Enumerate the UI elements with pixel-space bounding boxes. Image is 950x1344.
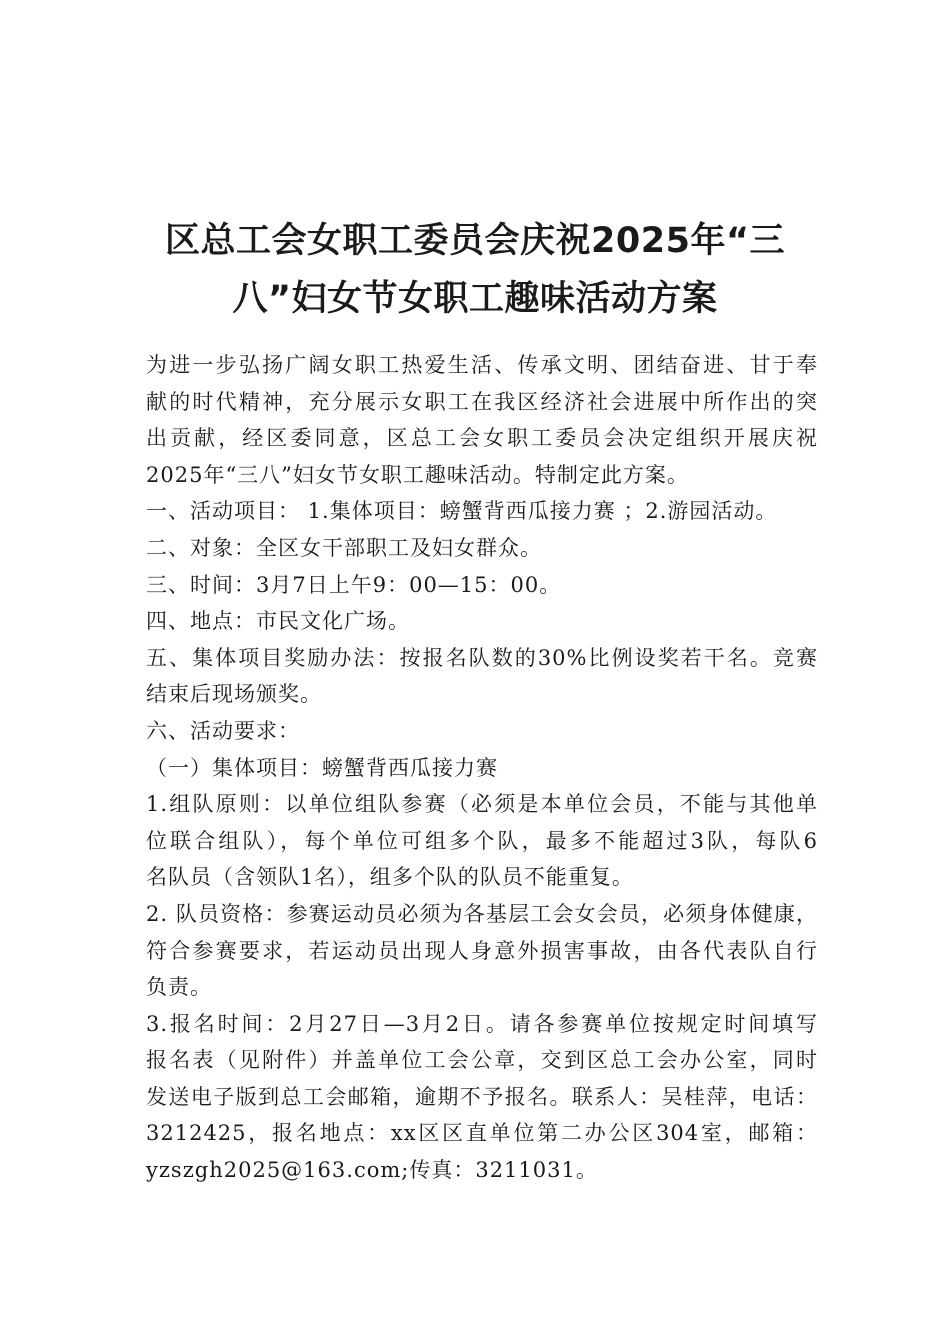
body-line: 3.报名时间：2月27日—3月2日。请各参赛单位按规定时间填写 — [146, 1011, 818, 1036]
body-line: 2. 队员资格：参赛运动员必须为各基层工会女会员，必须身体健康， — [146, 901, 818, 926]
title-line-2: 八”妇女节女职工趣味活动方案 — [232, 279, 718, 319]
body-line: 献的时代精神，充分展示女职工在我区经济社会进展中所作出的突 — [146, 389, 818, 414]
title-line-1: 区总工会女职工委员会庆祝2025年“三 — [165, 221, 785, 261]
body-line: 二、对象：全区女干部职工及妇女群众。 — [146, 535, 542, 560]
body-line: 名队员（含领队1名），组多个队的队员不能重复。 — [146, 865, 634, 890]
body-line: 报名表（见附件）并盖单位工会公章，交到区总工会办公室，同时 — [146, 1048, 818, 1073]
body-line: 1.组队原则：以单位组队参赛（必须是本单位会员，不能与其他单 — [146, 792, 818, 817]
body-line: 负责。 — [146, 975, 212, 1000]
body-line: 四、地点：市民文化广场。 — [146, 609, 410, 634]
body-line: 五、集体项目奖励办法：按报名队数的30%比例设奖若干名。竞赛 — [146, 645, 818, 670]
body-line: 位联合组队），每个单位可组多个队，最多不能超过3队，每队6 — [146, 828, 818, 853]
body-line: yzszgh2025@163.com;传真：3211031。 — [146, 1158, 598, 1183]
document-body — [146, 347, 818, 1189]
body-line: 符合参赛要求，若运动员出现人身意外损害事故，由各代表队自行 — [146, 938, 818, 963]
body-line: 出贡献，经区委同意，区总工会女职工委员会决定组织开展庆祝 — [146, 426, 818, 451]
document-title — [120, 212, 830, 328]
body-line: 2025年“三八”妇女节女职工趣味活动。特制定此方案。 — [146, 462, 689, 487]
body-line: 3212425，报名地点：xx区区直单位第二办公区304室，邮箱： — [146, 1121, 818, 1146]
body-line: 六、活动要求： — [146, 718, 300, 743]
body-line: （一）集体项目：螃蟹背西瓜接力赛 — [146, 755, 498, 780]
body-line: 一、活动项目： 1.集体项目：螃蟹背西瓜接力赛 ；2.游园活动。 — [146, 499, 778, 524]
body-line: 三、时间：3月7日上午9：00—15：00。 — [146, 572, 562, 597]
body-line: 为进一步弘扬广阔女职工热爱生活、传承文明、团结奋进、甘于奉 — [146, 353, 818, 377]
body-line: 发送电子版到总工会邮箱，逾期不予报名。联系人：吴桂萍，电话： — [146, 1084, 818, 1109]
body-line: 结束后现场颁奖。 — [146, 682, 322, 707]
